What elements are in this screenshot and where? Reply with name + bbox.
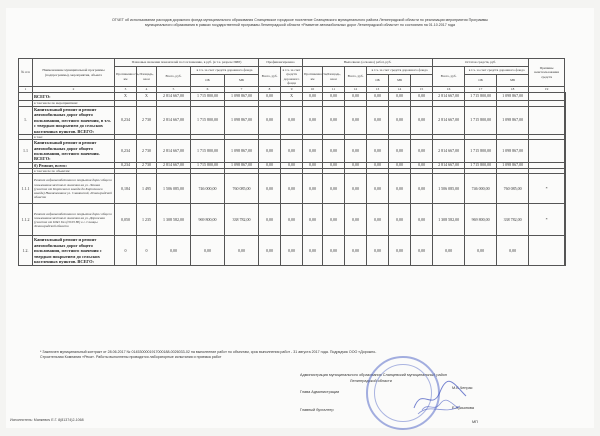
cell-value: 0,00 [303, 140, 323, 163]
header-plan-incl: в т.ч. за счет средств дорожного фонда [191, 67, 259, 75]
row-number: 1. [19, 107, 33, 135]
row-name: в том числе по объектам: [33, 169, 115, 174]
cell-value: 0,00 [389, 174, 411, 204]
cell-value: 2 814 667,00 [433, 162, 465, 168]
cell-value: 0,00 [281, 162, 303, 168]
signature-accountant-title: Главный бухгалтер [300, 408, 334, 412]
cell-value: 2 814 667,00 [157, 107, 191, 135]
signature-org-1: Администрация муниципального образования Сланцевский муниципальный район [300, 373, 447, 377]
header-exec-total: Всего, руб. [345, 67, 367, 87]
cell-value: 0,00 [259, 93, 281, 101]
cell-value: * [529, 204, 565, 236]
cell-value: 1 308 582,00 [157, 204, 191, 236]
column-number: 5 [157, 87, 191, 93]
column-number: 14 [389, 87, 411, 93]
column-number: 2 [33, 87, 115, 93]
signature-org-2: Ленинградской области [350, 379, 392, 383]
header-notes: Причины неиспользования средств [529, 59, 565, 87]
header-bal-mb: МБ [497, 75, 529, 87]
cell-value: 2 814 667,00 [157, 93, 191, 101]
cell-value [529, 107, 565, 135]
cell-value: 2 814 667,00 [433, 140, 465, 163]
cell-value: X [281, 93, 303, 101]
cell-value: 0,00 [303, 162, 323, 168]
cell-value: 0,00 [259, 204, 281, 236]
header-fin-total: Всего, руб. [259, 67, 281, 87]
cell-value: 746 000,00 [465, 174, 497, 204]
cell-value: 0,234 [115, 140, 137, 163]
cell-value: 0,00 [367, 204, 389, 236]
cell-value: 0,00 [389, 204, 411, 236]
cell-value: 0,00 [411, 174, 433, 204]
cell-value: 1 715 800,00 [465, 93, 497, 101]
cell-value: 0,00 [191, 236, 225, 266]
cell-value: 2 730 [137, 107, 157, 135]
cell-value: 760 085,00 [497, 174, 529, 204]
cell-value: 1 715 800,00 [191, 140, 225, 163]
column-number: 1 [19, 87, 33, 93]
cell-value: 760 085,00 [225, 174, 259, 204]
cell-value: 2 814 667,00 [157, 162, 191, 168]
cell-value: 0,00 [281, 174, 303, 204]
cell-value: 1 506 085,00 [157, 174, 191, 204]
cell-value: 1 715 800,00 [465, 140, 497, 163]
cell-value: 2 814 667,00 [433, 93, 465, 101]
cell-value: 969 800,00 [465, 204, 497, 236]
cell-value [565, 204, 566, 236]
cell-value: 1 098 867,00 [497, 162, 529, 168]
row-name: в том числе по мероприятиям: [33, 101, 115, 107]
cell-value: 0,00 [157, 236, 191, 266]
cell-value: 1 098 867,00 [225, 162, 259, 168]
cell-value: 0,00 [323, 162, 345, 168]
report-table [18, 58, 566, 266]
header-length: Протяженность, км [115, 67, 137, 87]
cell-value: 0,00 [281, 204, 303, 236]
cell-value: 1 098 867,00 [497, 93, 529, 101]
column-number: 18 [497, 87, 529, 93]
table-row [19, 93, 566, 101]
row-name: Капитальный ремонт и ремонт автомобильных дорог общего пользования, местного значения с твердым покрытием до сельских населенных пунктов. ВСЕГО: [33, 236, 115, 266]
column-number: 13 [367, 87, 389, 93]
cell-value: 2 814 667,00 [433, 107, 465, 135]
cell-value: 0,00 [345, 174, 367, 204]
column-number: 19 [529, 87, 565, 93]
cell-value: 1 098 867,00 [497, 107, 529, 135]
cell-value: 1 715 800,00 [465, 107, 497, 135]
cell-value: 0,00 [281, 107, 303, 135]
footnote-line-2: Строительная Компания «Река». Работы выполнены проводятся лабораторные испытания и приемка работ [40, 355, 222, 359]
cell-value: 1 715 800,00 [191, 107, 225, 135]
cell-value: 1 715 800,00 [191, 93, 225, 101]
row-number: 1.1 [19, 140, 33, 163]
cell-value: 1 506 085,00 [433, 174, 465, 204]
cell-value: 338 782,00 [497, 204, 529, 236]
report-title-line-1: ОТЧЕТ об использовании расходов дорожного фонда муниципального образования Сланцевское городское поселение Сланцевского муниципального района Ленинградской области по реализации мероприятия Программы [112, 18, 488, 22]
cell-value: 0,00 [367, 236, 389, 266]
cell-value [529, 93, 565, 101]
cell-value: 0,00 [259, 162, 281, 168]
header-bal-incl: в т.ч. за счет средств дорожного фонда [465, 67, 529, 75]
header-exec-incl: в т.ч. за счет средств дорожного фонда [367, 67, 433, 75]
cell-value: 0,00 [259, 107, 281, 135]
table-row [19, 140, 566, 163]
cell-value: 0,00 [411, 93, 433, 101]
cell-value: 1 715 800,00 [465, 162, 497, 168]
signature-head-name: М.Б.Чепрас [452, 386, 473, 390]
row-number: 1.2. [19, 236, 33, 266]
cell-value: 0,00 [345, 162, 367, 168]
cell-value: 0,00 [259, 236, 281, 266]
cell-value: 0,00 [367, 140, 389, 163]
cell-value: 0,00 [323, 204, 345, 236]
header-exec-extra [411, 75, 433, 87]
cell-value: 0,00 [345, 93, 367, 101]
cell-value: 0,00 [303, 204, 323, 236]
cell-value: 338 782,00 [225, 204, 259, 236]
cell-value: 2 730 [137, 140, 157, 163]
cell-value: 0,00 [281, 236, 303, 266]
report-title-line-2: муниципального образования в рамках государственной программы Ленинградской области «Развитие автомобильных дорог Ленинградской области» по состоянию на 01.10.2017 года [145, 23, 455, 27]
header-plan-ob: ОБ [191, 75, 225, 87]
signature-accountant-name: Е.Лукьянова [452, 406, 475, 410]
cell-value: 0,00 [367, 93, 389, 101]
cell-value: 0,00 [411, 162, 433, 168]
cell-value: 1 098 867,00 [225, 107, 259, 135]
cell-value: 969 800,00 [191, 204, 225, 236]
row-name: Ремонт асфальтобетонного покрытия дорог общего пользования местного значения на ул. Ленина (участок от Кирпичного завода до Кирпичного завода) Наименование ул. Славянский, Ленинградской области [33, 174, 115, 204]
column-number: 16 [433, 87, 465, 93]
header-plan-total: Всего, руб. [157, 67, 191, 87]
cell-value: 0 [137, 236, 157, 266]
cell-value: 0,184 [115, 174, 137, 204]
cell-value: 2 814 667,00 [157, 140, 191, 163]
cell-value: 0,00 [367, 174, 389, 204]
cell-value: 0,00 [367, 162, 389, 168]
header-row-1 [19, 59, 566, 67]
cell-value: 0,00 [389, 236, 411, 266]
header-area: Площадь, кв.м [137, 67, 157, 87]
column-number: 17 [465, 87, 497, 93]
table-row [19, 107, 566, 135]
row-number: 1.1.2 [19, 204, 33, 236]
cell-value: 0 [115, 236, 137, 266]
signature-mp: МП [472, 420, 478, 424]
cell-value [565, 107, 566, 135]
cell-value [529, 236, 565, 266]
header-num: № п/п [19, 59, 33, 87]
cell-value [565, 140, 566, 163]
signature-head-title: Глава Администрации [300, 390, 340, 394]
table-row [19, 236, 566, 266]
cell-value: 0,00 [389, 162, 411, 168]
column-number: 9 [281, 87, 303, 93]
header-bal-ob: ОБ [465, 75, 497, 87]
cell-value: 0,00 [303, 236, 323, 266]
cell-value: 0,00 [411, 140, 433, 163]
cell-value: 0,00 [411, 204, 433, 236]
row-number [19, 93, 33, 101]
column-number: 11 [323, 87, 345, 93]
report-title [20, 18, 580, 28]
cell-value: 0,00 [345, 236, 367, 266]
cell-value: * [529, 174, 565, 204]
cell-value: 746 000,00 [191, 174, 225, 204]
cell-value: 0,00 [411, 236, 433, 266]
cell-value: 0,00 [345, 107, 367, 135]
cell-value: 0,00 [345, 140, 367, 163]
cell-value: 0,00 [389, 107, 411, 135]
column-number: 8 [259, 87, 281, 93]
table-row [19, 204, 566, 236]
cell-value: 0,00 [367, 107, 389, 135]
cell-value [529, 140, 565, 163]
column-number: 15 [411, 87, 433, 93]
cell-value: 0,00 [259, 140, 281, 163]
header-executed: Выполнено (освоено) работ, руб. [303, 59, 433, 67]
cell-value: 2 730 [137, 162, 157, 168]
cell-value: 0,00 [225, 236, 259, 266]
row-name: б) Ремонт, всего: [33, 162, 115, 168]
cell-value: 1 098 867,00 [497, 140, 529, 163]
row-name: Ремонт асфальтобетонного покрытия дорог общего пользования местного значения на ул. Дорожная (участок от ПАО Газ (ООО 80) в г. Сланцы Ленинградской области [33, 204, 115, 236]
cell-value: 0,00 [433, 236, 465, 266]
cell-value: 1 098 867,00 [225, 93, 259, 101]
header-balance: Остаток средств, руб. [433, 59, 529, 67]
cell-value [565, 93, 566, 101]
row-name: Капитальный ремонт и ремонт автомобильных дорог общего пользования, местного значения. ВСЕГО: [33, 140, 115, 163]
header-plan-mb: МБ [225, 75, 259, 87]
header-plan: Плановые значения показателей по Соглашению, в руб. (в т.ч. разрезе ПИР) [115, 59, 259, 67]
executor-line: Исполнитель: Манкевич Е.Г. 8(81374)2-1068 [10, 418, 84, 422]
cell-value: 0,00 [323, 236, 345, 266]
header-length-2: Протяженность, км [303, 67, 323, 87]
row-name: в том: [33, 135, 115, 140]
header-area-2: Площадь, кв.м [323, 67, 345, 87]
footnote [40, 350, 560, 360]
header-fin-incl: в т.ч. за счет средств дорожного фонда [281, 67, 303, 87]
cell-value: 1 495 [137, 174, 157, 204]
cell-value: 1 308 582,00 [433, 204, 465, 236]
column-number: 10 [303, 87, 323, 93]
header-financed: Профинансировано [259, 59, 303, 67]
header-exec-mb: МБ [389, 75, 411, 87]
column-number: 12 [345, 87, 367, 93]
cell-value: 0,234 [115, 162, 137, 168]
cell-value: 0,050 [115, 204, 137, 236]
cell-value: 1 098 867,00 [225, 140, 259, 163]
header-bal-total: Всего, руб. [433, 67, 465, 87]
header-name: Наименование муниципальной программы (подпрограммы), мероприятия, объекта [33, 59, 115, 87]
cell-value: X [137, 93, 157, 101]
column-number: 7 [225, 87, 259, 93]
cell-value: 0,00 [323, 140, 345, 163]
cell-value: 0,00 [303, 107, 323, 135]
row-name: ВСЕГО: [33, 93, 115, 101]
cell-value: 0,00 [323, 93, 345, 101]
cell-value: 0,00 [465, 236, 497, 266]
cell-value [565, 236, 566, 266]
cell-value: X [115, 93, 137, 101]
cell-value [565, 174, 566, 204]
cell-value: 0,00 [411, 107, 433, 135]
cell-value: 0,00 [303, 174, 323, 204]
row-name: Капитальный ремонт и ремонт автомобильных дорог общего пользования, местного значения, в т.ч. с твердым покрытием до сельских населенных пунктов. ВСЕГО: [33, 107, 115, 135]
header-exec-ob: ОБ [367, 75, 389, 87]
cell-value: 0,00 [323, 174, 345, 204]
column-number: 6 [191, 87, 225, 93]
cell-value: 0,00 [259, 174, 281, 204]
cell-value: 0,00 [389, 93, 411, 101]
cell-value: 0,234 [115, 107, 137, 135]
cell-value: 0,00 [497, 236, 529, 266]
column-number: 4 [137, 87, 157, 93]
cell-value: 0,00 [323, 107, 345, 135]
cell-value: 0,00 [389, 140, 411, 163]
column-number: 3 [115, 87, 137, 93]
cell-value: 1 235 [137, 204, 157, 236]
footnote-line-1: * Заключен муниципальный контракт от 28.06.2017 № 0145300001917000188-0026033-02 на выполнение работ по объектам, срок выполнения работ - 31 августа 2017 года. Подрядчик ООО «Дорожно- [40, 350, 377, 354]
cell-value: 1 715 800,00 [191, 162, 225, 168]
cell-value: 0,00 [345, 204, 367, 236]
table-row [19, 174, 566, 204]
cell-value: 0,00 [303, 93, 323, 101]
handwritten-signature-2 [420, 400, 460, 414]
row-number: 1.1.1 [19, 174, 33, 204]
cell-value: 0,00 [281, 140, 303, 163]
